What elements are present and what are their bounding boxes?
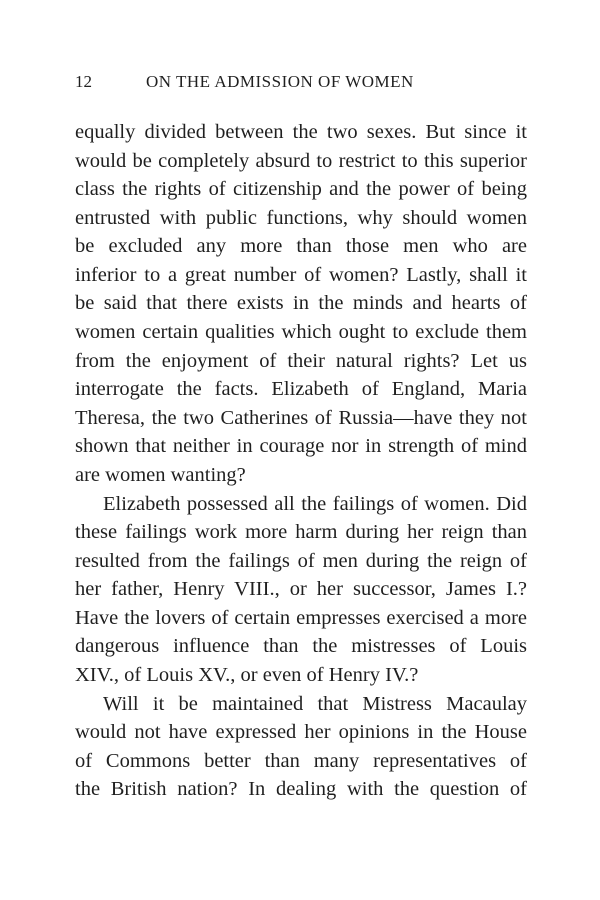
body-line: class the rights of citizenship and the power of being (75, 178, 527, 201)
body-line: shown that neither in courage nor in strength of mind (75, 435, 527, 458)
body-line: Theresa, the two Catherines of Russia—have they not (75, 406, 527, 429)
body-line: be said that there exists in the minds and hearts of (75, 292, 527, 315)
body-line: the British nation? In dealing with the question of (75, 778, 527, 801)
body-line: are women wanting? (75, 463, 246, 486)
body-line: these failings work more harm during her reign than (75, 521, 527, 544)
running-head (75, 70, 525, 94)
body-line: entrusted with public functions, why should women (75, 206, 527, 229)
paragraph-first-line: Will it be maintained that Mistress Macaulay (103, 692, 527, 715)
body-line: XIV., of Louis XV., or even of Henry IV.? (75, 663, 419, 686)
body-line: Have the lovers of certain empresses exercised a more (75, 606, 527, 629)
running-title: ON THE ADMISSION OF WOMEN (146, 72, 414, 91)
body-line: her father, Henry VIII., or her successor, James I.? (75, 578, 527, 601)
body-line: inferior to a great number of women? Lastly, shall it (75, 263, 527, 286)
paragraph-first-line: Elizabeth possessed all the failings of women. Did (103, 492, 527, 515)
body-line: of Commons better than many representatives of (75, 749, 527, 772)
body-line: from the enjoyment of their natural rights? Let us (75, 349, 527, 372)
page-number: 12 (75, 72, 92, 91)
body-line: women certain qualities which ought to exclude them (75, 321, 527, 344)
body-line: resulted from the failings of men during the reign of (75, 549, 527, 572)
body-line: would be completely absurd to restrict to this superior (75, 149, 527, 172)
body-text (75, 118, 527, 804)
body-line: be excluded any more than those men who are (75, 235, 527, 258)
body-line: dangerous influence than the mistresses of Louis (75, 635, 527, 658)
body-line: would not have expressed her opinions in the House (75, 721, 527, 744)
body-line: interrogate the facts. Elizabeth of England, Maria (75, 378, 527, 401)
body-line: equally divided between the two sexes. But since it (75, 121, 527, 143)
